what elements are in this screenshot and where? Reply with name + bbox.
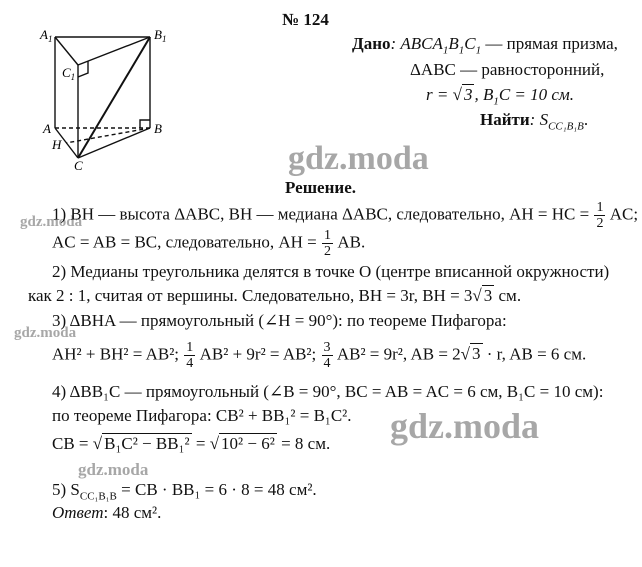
watermark-top: gdz.moda <box>288 140 429 177</box>
watermark-left-2: gdz.moda <box>14 325 77 341</box>
step-4-line-2: по теореме Пифагора: CB² + BB₁² = B₁C². <box>52 406 352 425</box>
label-A1: $A_1$ <box>40 27 53 44</box>
given-line-2: ΔABC — равносторонний, <box>410 60 605 79</box>
given-line-1: Дано: $ABCA_1B_1C_1$ — прямая призма, <box>352 34 618 57</box>
step-1-line-2: AC = AB = BC, следовательно, AH = $\frac{1}{2}$ AB. <box>52 228 366 259</box>
watermark-bottom: gdz.moda <box>78 460 149 479</box>
prism-diagram <box>30 25 180 170</box>
step-1-line-1: 1) BH — высота ΔABC, BH — медиана ΔABC, следовательно, AH = HC = $\frac{1}{2}$ AC; <box>52 200 639 231</box>
label-B: B <box>154 121 162 136</box>
answer: Ответ: 48 см². <box>52 503 162 522</box>
given-line-3: r = √ 3 , $B_1C = 10$ см. <box>426 85 575 108</box>
step-3-line-1: 3) ΔBHA — прямоугольный (∠H = 90°): по теореме Пифагора: <box>52 311 507 330</box>
watermark-left-1: gdz.moda <box>20 214 83 230</box>
label-B1: $B_1$ <box>154 27 167 44</box>
find-line: Найти: $S_{CC_1B_1B}$. <box>480 110 589 133</box>
solution-title: Решение. <box>285 178 356 197</box>
step-5: 5) $S_{CC_1B_1B}$ = CB · BB₁ = 6 · 8 = 48 см². <box>52 480 317 503</box>
label-C1: $C_1$ <box>62 65 76 82</box>
label-H: H <box>52 137 62 152</box>
problem-number: № 124 <box>282 10 329 29</box>
label-A: A <box>43 121 51 136</box>
step-4-line-3: CB = √ B₁C² − BB₁² = √ 10² − 6² = 8 см. <box>52 434 331 453</box>
watermark-middle: gdz.moda <box>390 406 540 446</box>
step-2-line-2: как 2 : 1, считая от вершины. Следовательно, BH = 3r, BH = 3√ 3 см. <box>28 286 522 305</box>
label-C: C <box>74 158 83 170</box>
step-4-line-1: 4) ΔBB₁C — прямоугольный (∠B = 90°, BC = AB = AC = 6 см, B₁C = 10 см): <box>52 382 604 401</box>
step-2-line-1: 2) Медианы треугольника делятся в точке O (центре вписанной окружности) <box>52 262 610 281</box>
step-3-line-2: AH² + BH² = AB²; $\frac{1}{4}$ AB² + 9r² = AB²; $\frac{3}{4}$ AB² = 9r², AB = 2√ 3 · r, AB = 6 см. <box>52 340 587 371</box>
